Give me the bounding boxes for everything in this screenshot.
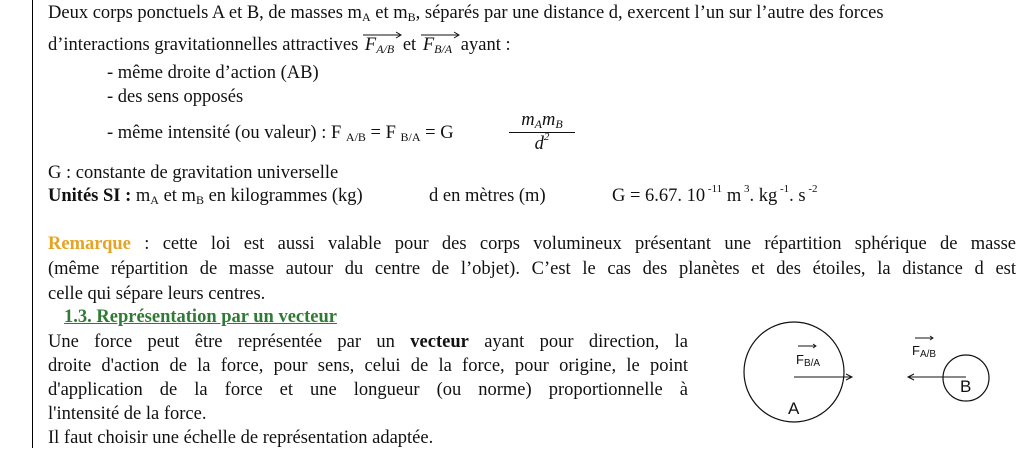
vector-base: F	[364, 35, 377, 55]
g-value: G = 6.67. 10 $^{-11}$ m $^3$. kg $^{-1}$. s $^{-2}$	[612, 183, 818, 206]
units-label: Unités SI :	[48, 186, 132, 206]
vector-sub: A/B	[376, 42, 395, 56]
vector-sub: B/A	[434, 42, 453, 56]
bullet-2: - des sens opposés	[107, 87, 244, 107]
subscript: B/A	[400, 130, 421, 144]
vector-arrow-icon	[363, 31, 403, 39]
text-line-1	[48, 2, 884, 24]
g-definition: G : constante de gravitation universelle	[48, 163, 339, 183]
text: d’interactions gravitationnelles attractives	[48, 35, 363, 55]
remark-line-3: celle qui sépare leurs centres.	[48, 284, 266, 304]
paragraph-line-1: Une force peut être représentée par un vecteur ayant pour direction, la	[48, 332, 689, 352]
bullet-3	[107, 122, 454, 144]
text-line-2	[48, 34, 511, 56]
vector-arrow-icon	[421, 31, 461, 39]
subscript: A/B	[345, 130, 366, 144]
bold-word: vecteur	[410, 332, 469, 352]
text: ayant :	[456, 35, 511, 55]
subscript: A	[361, 10, 371, 24]
margin-line	[32, 0, 33, 448]
vector-f-ab	[363, 34, 396, 56]
paragraph-line-5: Il faut choisir une échelle de représentation adaptée.	[48, 428, 434, 448]
section-heading: 1.3. Représentation par un vecteur	[64, 307, 338, 327]
fraction-numerator: $m_Am_B$	[509, 110, 575, 133]
bullet-1: - même droite d’action (AB)	[107, 63, 319, 83]
units-line: Unités SI : $m_A$ et $m_B$ en kilogrammes (kg)	[48, 186, 363, 207]
subscript: B	[407, 10, 416, 24]
units-d: d en mètres (m)	[429, 186, 546, 206]
remark-line-2: (même répartition de masse autour du centre de l’objet). C’est le cas des planètes et des étoiles, la distance d est	[48, 259, 1016, 279]
force-ab-label: FA/B	[912, 343, 937, 360]
gravitation-fraction	[509, 110, 575, 155]
vector-base: F	[422, 35, 435, 55]
text: et	[398, 35, 421, 55]
paragraph-line-3: d'application de la force et une longueur (ou norme) proportionnelle à	[48, 380, 688, 400]
fraction-denominator: $d^2$	[534, 131, 550, 154]
text: - même intensité (ou valeur) : F	[107, 123, 346, 143]
text: : cette loi est aussi valable pour des corps volumineux présentant une répartition sphérique de masse	[130, 234, 1016, 254]
text: et m	[370, 3, 408, 23]
text: , séparés par une distance d, exercent l’un sur l’autre des forces	[415, 3, 884, 23]
body-a-label: A	[788, 399, 800, 418]
force-ba-label: FB/A	[796, 352, 821, 369]
text: = G	[420, 123, 454, 143]
force-diagram	[700, 300, 1000, 435]
vector-f-ba	[421, 34, 454, 56]
paragraph-line-4: l'intensité de la force.	[48, 404, 207, 424]
remark-line-1	[48, 233, 1016, 255]
text: Deux corps ponctuels A et B, de masses m	[48, 3, 362, 23]
paragraph-line-2: droite d'action de la force, pour sens, celui de la force, pour origine, le point	[48, 356, 688, 376]
text: = F	[365, 123, 401, 143]
body-b-label: B	[960, 377, 972, 396]
remark-label: Remarque	[48, 234, 131, 254]
